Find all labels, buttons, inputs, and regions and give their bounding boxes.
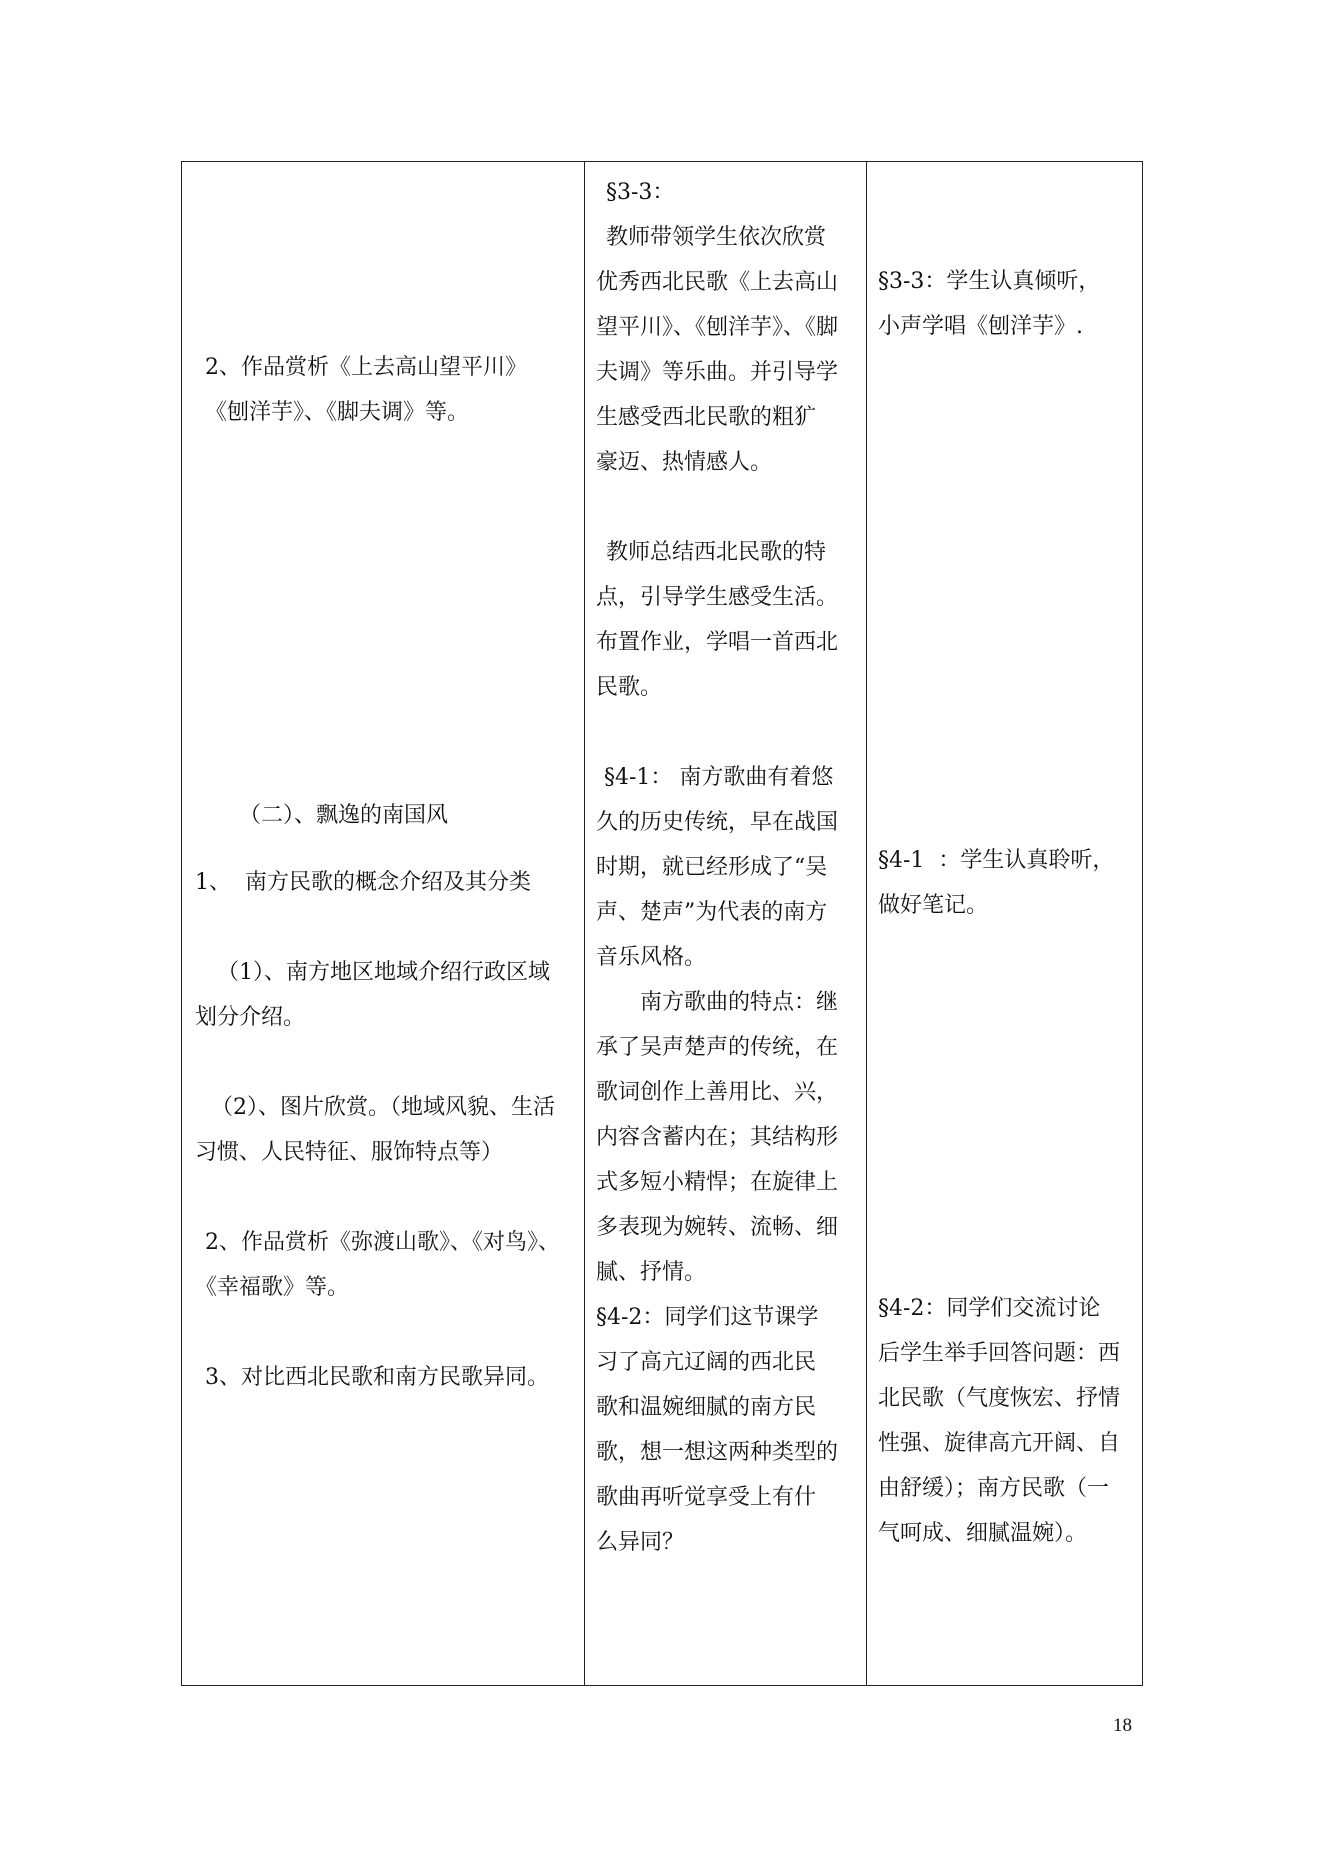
section-heading: （二）、飘逸的南国风: [239, 803, 449, 828]
item-text: 3、对比西北民歌和南方民歌异同。: [205, 1365, 549, 1390]
text-line: 承了吴声楚声的传统，在: [596, 1035, 839, 1060]
text-line: 点，引导学生感受生活。: [596, 585, 839, 610]
text-line: 夫调》等乐曲。并引导学: [596, 360, 839, 385]
item-text: 习惯、人民特征、服饰特点等）: [195, 1140, 504, 1165]
text-line: 歌和温婉细腻的南方民: [596, 1395, 817, 1420]
page-number: 18: [1113, 1715, 1132, 1736]
text-line: 民歌。: [596, 675, 663, 700]
text-line: §4-1 ：学生认真聆听，: [878, 848, 1115, 873]
text-line: 内容含蓄内在；其结构形: [596, 1125, 839, 1150]
column-divider: [584, 162, 585, 1685]
text-line: 教师总结西北民歌的特: [606, 540, 827, 565]
item-text: 2、作品赏析《上去高山望平川》: [205, 355, 527, 380]
text-line: 豪迈、热情感人。: [596, 450, 773, 475]
text-line: 小声学唱《刨洋芋》.: [878, 314, 1083, 339]
left-column-south: [195, 793, 560, 1400]
text-line: 望平川》、《刨洋芋》、《脚: [596, 315, 839, 340]
left-column-top: [195, 345, 527, 435]
text-line: 生感受西北民歌的粗犷: [596, 405, 817, 430]
text-line: §4-2：同学们这节课学: [596, 1305, 819, 1330]
text-line: 腻、抒情。: [596, 1260, 707, 1285]
text-line: 后学生举手回答问题：西: [878, 1341, 1121, 1366]
text-line: 多表现为婉转、流畅、细: [596, 1215, 839, 1240]
right-column-s41: [878, 838, 1114, 928]
text-line: 北民歌（气度恢宏、抒情: [878, 1386, 1121, 1411]
text-line: 习了高亢辽阔的西北民: [596, 1350, 817, 1375]
text-line: 布置作业，学唱一首西北: [596, 630, 839, 655]
right-column-s33: [878, 259, 1100, 349]
text-line: 做好笔记。: [878, 893, 989, 918]
text-line: 久的历史传统，早在战国: [596, 810, 839, 835]
text-line: 音乐风格。: [596, 945, 707, 970]
item-text: 划分介绍。: [195, 1005, 306, 1030]
text-line: 声、楚声”为代表的南方: [596, 900, 828, 925]
item-text: 《幸福歌》等。: [195, 1275, 350, 1300]
text-line: 歌曲再听觉享受上有什: [596, 1485, 817, 1510]
item-text: （1）、南方地区地域介绍行政区域: [217, 960, 550, 985]
text-line: 教师带领学生依次欣赏: [606, 225, 827, 250]
right-column-s42: [878, 1286, 1120, 1556]
column-divider: [866, 162, 867, 1685]
text-line: 气呵成、细腻温婉）。: [878, 1521, 1088, 1546]
text-line: 么异同？: [596, 1530, 685, 1555]
text-line: 性强、旋律高亢开阔、自: [878, 1431, 1121, 1456]
item-text: 《刨洋芋》、《脚夫调》等。: [205, 400, 470, 425]
item-text: （2）、图片欣赏。（地域风貌、生活: [211, 1095, 555, 1120]
middle-column: [596, 170, 838, 1565]
item-text: 1、 南方民歌的概念介绍及其分类: [195, 870, 531, 895]
text-line: §4-2：同学们交流讨论: [878, 1296, 1101, 1321]
item-text: 2、作品赏析《弥渡山歌》、《对鸟》、: [205, 1230, 560, 1255]
text-line: 南方歌曲的特点：继: [640, 990, 839, 1015]
text-line: 歌，想一想这两种类型的: [596, 1440, 839, 1465]
text-line: 时期，就已经形成了“吴: [596, 855, 828, 880]
text-line: 歌词创作上善用比、兴，: [596, 1080, 839, 1105]
text-line: 式多短小精悍；在旋律上: [596, 1170, 839, 1195]
text-line: 由舒缓）；南方民歌（一: [878, 1476, 1110, 1501]
text-line: §3-3：学生认真倾听，: [878, 269, 1101, 294]
section-label: §3-3：: [606, 180, 675, 205]
text-line: §4-1： 南方歌曲有着悠: [604, 765, 834, 790]
text-line: 优秀西北民歌《上去高山: [596, 270, 839, 295]
